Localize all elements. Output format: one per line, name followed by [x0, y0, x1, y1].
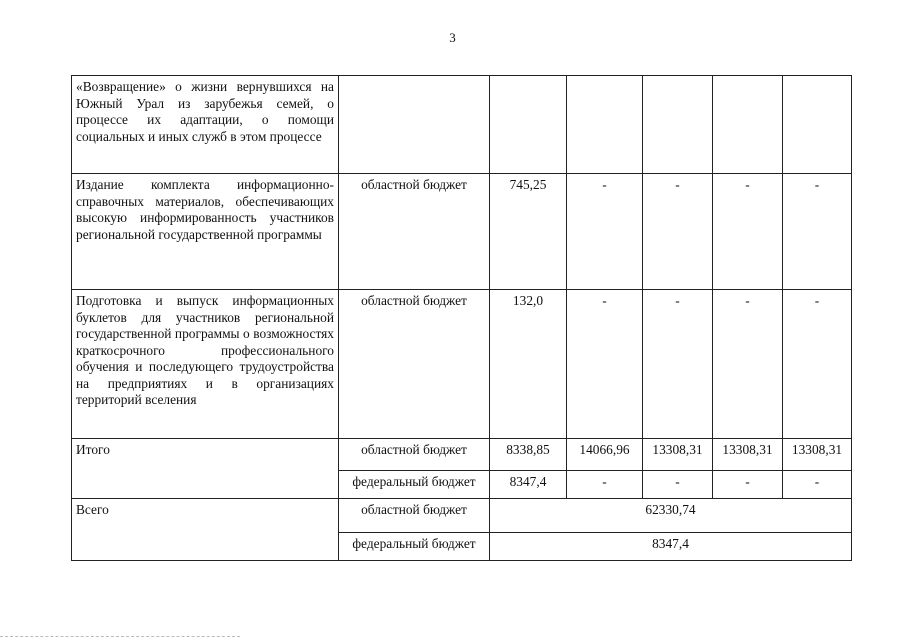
value-cell [783, 76, 852, 174]
value-cell: 14066,96 [567, 439, 643, 471]
value-cell: 13308,31 [643, 439, 713, 471]
value-cell: 13308,31 [713, 439, 783, 471]
value-cell: - [713, 290, 783, 439]
scan-artifact-line [0, 636, 240, 638]
value-cell: - [567, 471, 643, 499]
value-cell [490, 76, 567, 174]
budget-table [71, 75, 852, 561]
value-cell: - [643, 471, 713, 499]
value-cell: 745,25 [490, 174, 567, 290]
event-description: Издание комплекта информационно-справочных материалов, обеспечивающих высокую информированность участников региональной государственной программы [72, 174, 339, 290]
value-cell: - [713, 174, 783, 290]
table-row [72, 76, 852, 174]
funding-source: областной бюджет [339, 290, 490, 439]
funding-source: областной бюджет [339, 174, 490, 290]
value-cell [567, 76, 643, 174]
funding-source [339, 76, 490, 174]
total-value-cell: 62330,74 [490, 499, 852, 533]
value-cell: - [643, 290, 713, 439]
funding-source: областной бюджет [339, 439, 490, 471]
value-cell: - [783, 290, 852, 439]
value-cell [643, 76, 713, 174]
value-cell: - [783, 174, 852, 290]
value-cell: - [643, 174, 713, 290]
value-cell: - [567, 290, 643, 439]
value-cell: - [567, 174, 643, 290]
event-description: «Возвращение» о жизни вернувшихся на Южный Урал из зарубежья семей, о процессе их адаптации, о помощи социальных и иных служб в этом процессе [72, 76, 339, 174]
funding-source: областной бюджет [339, 499, 490, 533]
total-value-cell: 8347,4 [490, 533, 852, 561]
vsego-label: Всего [72, 499, 339, 561]
value-cell: - [713, 471, 783, 499]
value-cell: 132,0 [490, 290, 567, 439]
event-description: Подготовка и выпуск информационных буклетов для участников региональной государственной программы о возможностях краткосрочного профессионального обучения и последующего трудоустройства на предприятиях и в организациях территорий вселения [72, 290, 339, 439]
vsego-regional-row [72, 499, 852, 533]
page-number: 3 [449, 30, 456, 45]
value-cell: 13308,31 [783, 439, 852, 471]
value-cell [713, 76, 783, 174]
value-cell: 8338,85 [490, 439, 567, 471]
table-row [72, 290, 852, 439]
itogo-label: Итого [72, 439, 339, 499]
funding-source: федеральный бюджет [339, 471, 490, 499]
table-row [72, 174, 852, 290]
funding-source: федеральный бюджет [339, 533, 490, 561]
value-cell: - [783, 471, 852, 499]
itogo-regional-row [72, 439, 852, 471]
value-cell: 8347,4 [490, 471, 567, 499]
